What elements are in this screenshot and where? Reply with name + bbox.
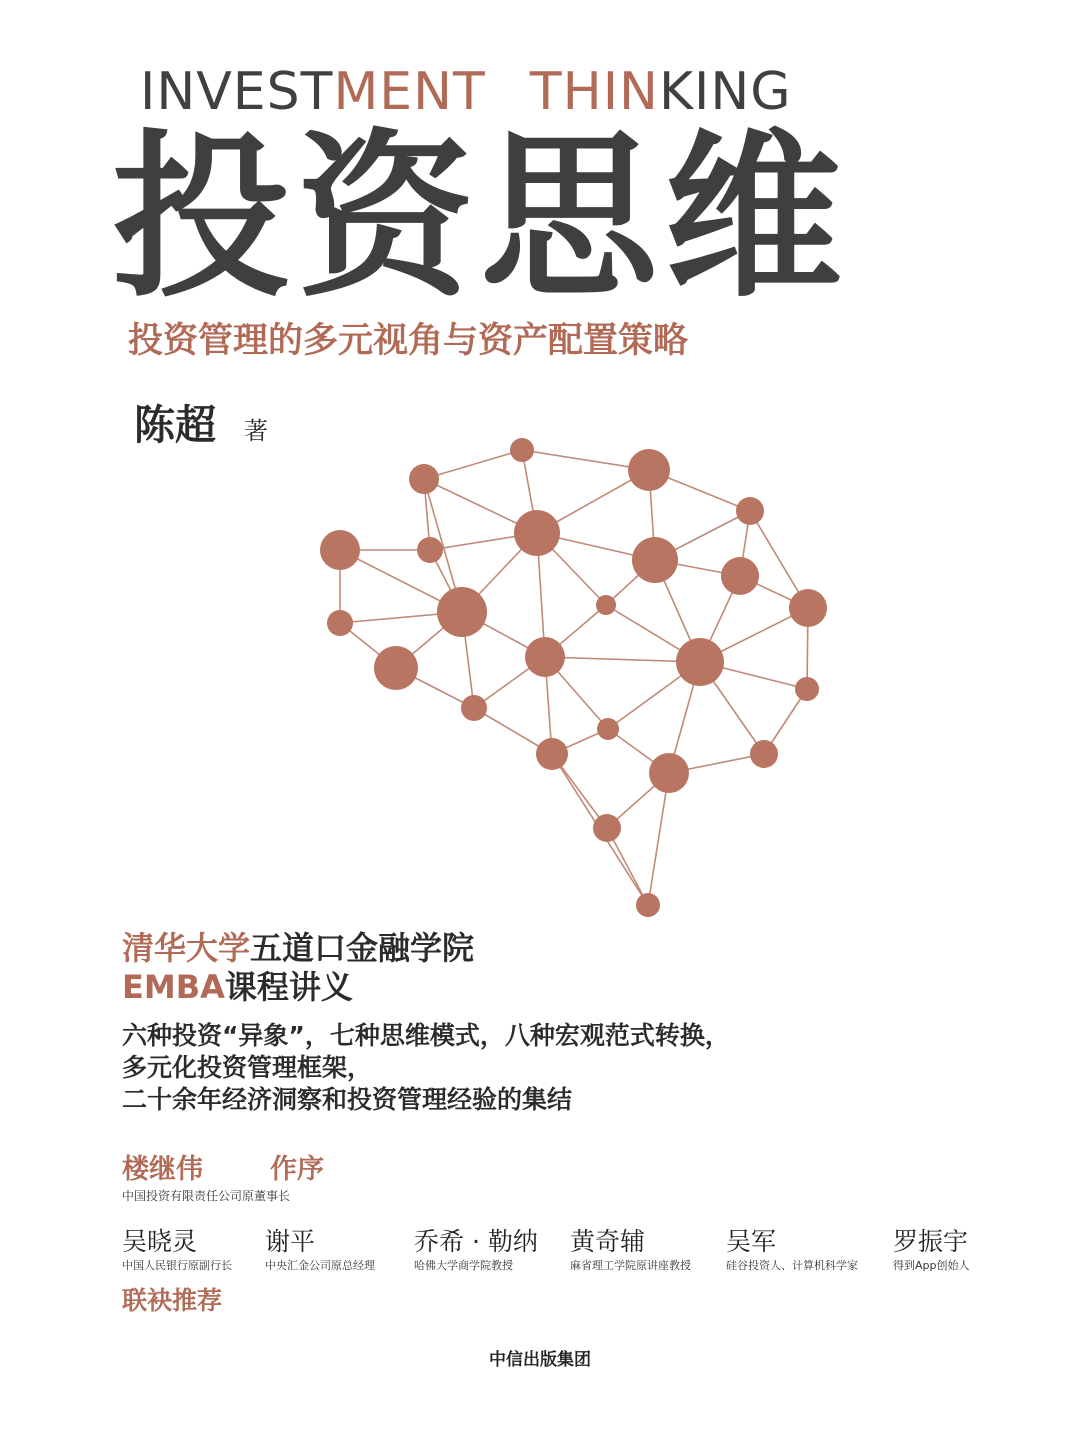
network-node	[536, 738, 568, 770]
english-title-part-4: KING	[658, 62, 792, 122]
recommender	[893, 1226, 1043, 1274]
network-node	[676, 638, 724, 686]
network-node	[632, 537, 678, 583]
highlight-line-2: 多元化投资管理框架，	[122, 1053, 373, 1082]
institution-highlight: 清华大学	[122, 929, 251, 967]
recommender-title: 中央汇金公司原总经理	[265, 1259, 375, 1272]
recommender-title: 麻省理工学院原讲座教授	[570, 1259, 691, 1272]
recommender	[726, 1226, 901, 1274]
english-title	[140, 62, 792, 122]
recommend-tag: 联袂推荐	[122, 1286, 223, 1315]
network-node	[628, 449, 670, 491]
network-node	[789, 589, 827, 627]
recommender-title: 哈佛大学商学院教授	[414, 1259, 513, 1272]
network-node	[750, 740, 778, 768]
brain-network-icon	[300, 425, 860, 935]
network-node	[437, 587, 487, 637]
network-node	[514, 510, 560, 556]
course-rest: 课程讲义	[224, 968, 353, 1006]
subtitle: 投资管理的多元视角与资产配置策略	[128, 320, 689, 361]
network-node	[721, 557, 759, 595]
foreword-tag: 作序	[270, 1154, 324, 1185]
author-name: 陈超	[134, 401, 216, 449]
network-node	[327, 610, 353, 636]
network-node	[795, 677, 819, 701]
highlight-line-1: 六种投资“异象”，七种思维模式，八种宏观范式转换，	[122, 1021, 730, 1050]
english-title-part-2: MENT	[333, 62, 486, 122]
network-node	[593, 814, 621, 842]
foreword-author-title: 中国投资有限责任公司原董事长	[122, 1189, 291, 1203]
author-role: 著	[244, 417, 268, 445]
network-node	[409, 464, 439, 494]
network-link	[424, 450, 522, 479]
highlight-line-3: 二十余年经济洞察和投资管理经验的集结	[122, 1085, 573, 1114]
recommender-name: 谢平	[265, 1227, 316, 1256]
chinese-title: 投资思维	[112, 114, 848, 321]
institution-line	[122, 927, 474, 969]
network-node	[461, 695, 487, 721]
network-node	[417, 537, 443, 563]
network-node	[320, 530, 360, 570]
network-node	[596, 595, 616, 615]
recommender	[414, 1226, 589, 1274]
english-title-part-1: INVEST	[140, 62, 334, 122]
recommender-name: 吴军	[726, 1227, 777, 1256]
institution-rest: 五道口金融学院	[250, 929, 475, 967]
recommender-name: 罗振宇	[893, 1227, 969, 1256]
english-title-part-3: THIN	[529, 62, 659, 122]
recommender-name: 吴晓灵	[122, 1227, 198, 1256]
recommender-name: 黄奇辅	[570, 1227, 646, 1256]
network-node	[736, 497, 764, 525]
network-node	[636, 893, 660, 917]
publisher: 中信出版集团	[489, 1350, 591, 1370]
recommender-title: 中国人民银行原副行长	[122, 1259, 232, 1272]
recommender	[570, 1226, 745, 1274]
network-node	[510, 438, 534, 462]
course-line	[122, 966, 353, 1008]
course-highlight: EMBA	[122, 968, 225, 1006]
network-link	[648, 773, 669, 905]
recommender-name: 乔希 · 勒纳	[414, 1227, 538, 1256]
network-node	[374, 646, 418, 690]
foreword-author: 楼继伟	[122, 1154, 203, 1185]
network-node	[597, 718, 619, 740]
network-node	[525, 637, 565, 677]
network-node	[649, 753, 689, 793]
recommender-title: 硅谷投资人、计算机科学家	[726, 1259, 858, 1272]
recommender-title: 得到App创始人	[893, 1259, 970, 1272]
